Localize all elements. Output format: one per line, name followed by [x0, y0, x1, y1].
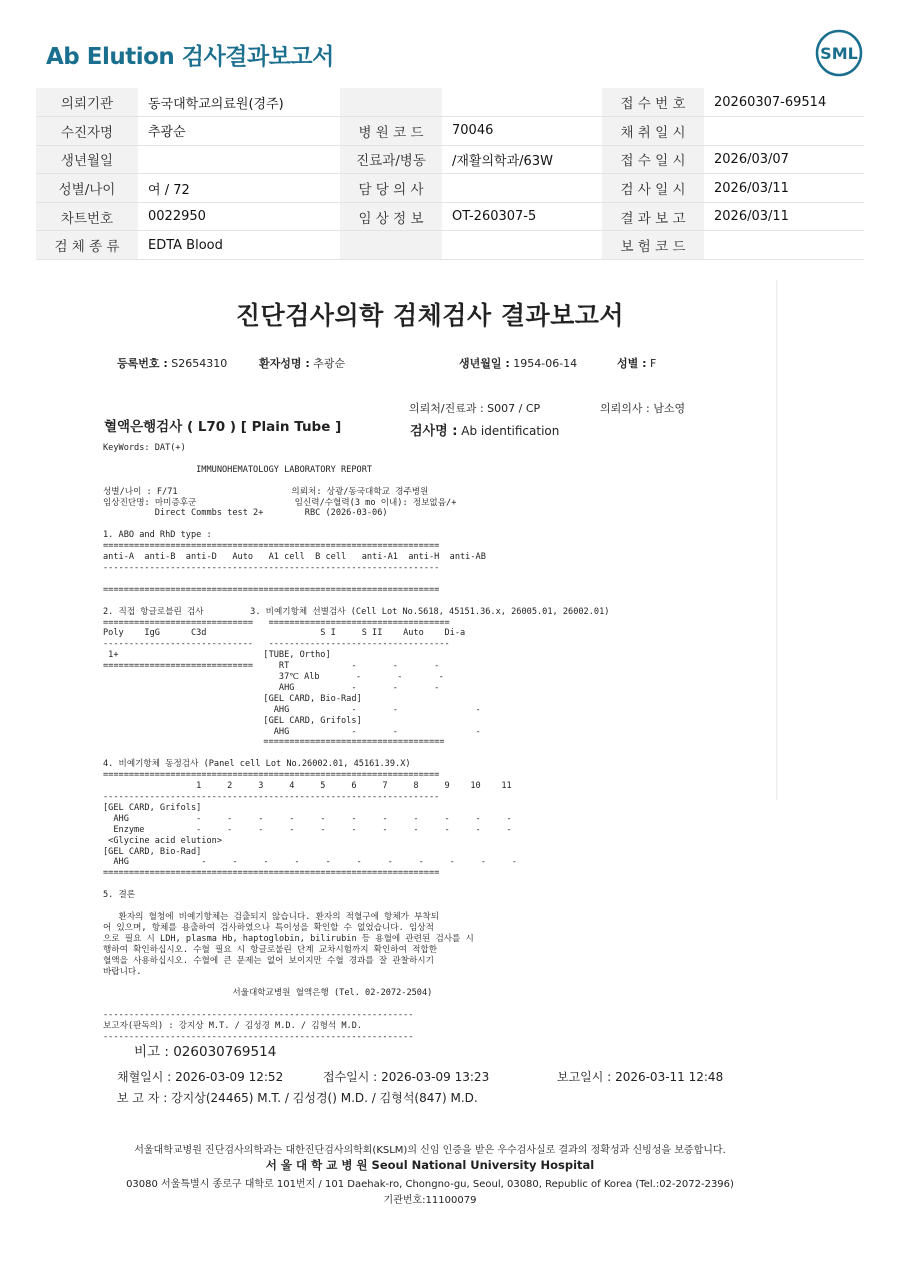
patient-name: 환자성명 : 추광순 — [259, 357, 346, 370]
sml-logo-icon — [814, 28, 864, 78]
lab-report-body: KeyWords: DAT(+) IMMUNOHEMATOLOGY LABORATORY REPORT 성별/나이 : F/71 의뢰처: 상광/동국대학교 경주병원 임상진단명: 마미증후군 임신력/수혈력(3 mo 이내): 정보없음/+ Direct Commbs test 2+ RBC (2026-03-06) 1. ABO and RhD type : ================================================================= anti-A anti-B anti-D Auto A1 cell B cell anti-A1 anti-H anti-AB ----------------------------------------------------------------- ================================================================= 2. 직접 항글로블린 검사 3. 비예기항체 선별검사 (Cell Lot No.S618, 45151.36.x, 26005.01, 26002.01) ============================= =================================== Poly IgG C3d S I S II Auto Di-a ----------------------------- ----------------------------------- 1+ [TUBE, Ortho] ============================= RT - - - 37℃ Alb - - - AHG - - - [GEL CARD, Bio-Rad] AHG - - - [GEL CARD, Grifols] AHG - - - =================================== 4. 비예기항체 동정검사 (Panel cell Lot No.26002.01, 45161.39.X) ================================================================= 1 2 3 4 5 6 7 8 9 10 11 ----------------------------------------------------------------- [GEL CARD, Grifols] AHG - - - - - - - - - - - Enzyme - - - - - - - - - - - <Glycine acid elution> [GEL CARD, Bio-Rad] AHG - - - - - - - - - - - ================================================================= 5. 결론 환자의 혈청에 비예기항체는 검출되지 않습니다. 환자의 적혈구에 항체가 부착되 어 있으며, 항체를 용출하여 검사하였으나 특이성을 확인할 수 없었습니다. 임상적 으로 필요 시 LDH, plasma Hb, haptoglobin, bilirubin 등 용혈에 관련된 검사를 시 행하여 확인하십시오. 수혈 필요 시 항글로불린 단계 교차시험까지 확인하여 적합한 혈액을 사용하십시오. 수혈에 큰 문제는 없어 보이지만 수혈 경과를 잘 관찰하시기 바랍니다. 서울대학교병원 혈액은행 (Tel. 02-2072-2504) ------------------------------------------------------------ 보고자(판독의) : 강지상 M.T. / 김성경 M.D. / 김형석 M.D. ------------------------------------------------------------ — [103, 443, 610, 1042]
info-value: 0022950 — [138, 202, 340, 231]
report-title-header: Ab Elution 검사결과보고서 — [46, 44, 334, 70]
info-label: 검 체 종 류 — [36, 231, 138, 260]
info-label: 채 취 일 시 — [602, 117, 704, 146]
info-label: 결 과 보 고 — [602, 202, 704, 231]
info-value — [442, 231, 602, 260]
info-value — [442, 88, 602, 117]
info-value: OT-260307-5 — [442, 202, 602, 231]
info-label: 임 상 정 보 — [340, 202, 442, 231]
info-value: 2026/03/11 — [704, 174, 864, 203]
info-value: 20260307-69514 — [704, 88, 864, 117]
info-value: EDTA Blood — [138, 231, 340, 260]
info-value: /재활의학과/63W — [442, 145, 602, 174]
collect-time: 채혈일시 : 2026-03-09 12:52 — [117, 1070, 284, 1084]
info-label: 의뢰기관 — [36, 88, 138, 117]
remark: 비고 : 026030769514 — [134, 1044, 277, 1060]
info-label — [340, 88, 442, 117]
hospital-address: 03080 서울특별시 종로구 대학로 101번지 / 101 Daehak-ro, Chongno-gu, Seoul, 03080, Republic of Korea (Tel.:02-2072-2396) — [126, 1179, 734, 1190]
receive-time: 접수일시 : 2026-03-09 13:23 — [323, 1070, 490, 1084]
report-time: 보고일시 : 2026-03-11 12:48 — [557, 1070, 724, 1084]
info-row — [36, 117, 864, 146]
info-label: 차트번호 — [36, 202, 138, 231]
info-row — [36, 231, 864, 260]
reg-no: 등록번호 : S2654310 — [117, 357, 228, 370]
exam-name: 검사명 : Ab identification — [410, 424, 560, 439]
logo-text: SML — [820, 44, 858, 63]
info-label: 수진자명 — [36, 117, 138, 146]
birth-date: 생년월일 : 1954-06-14 — [459, 357, 578, 370]
dept: 의뢰처/진료과 : S007 / CP — [409, 402, 541, 415]
info-label: 검 사 일 시 — [602, 174, 704, 203]
info-row — [36, 202, 864, 231]
info-label: 생년월일 — [36, 145, 138, 174]
info-label: 보 험 코 드 — [602, 231, 704, 260]
hospital-name: 서 울 대 학 교 병 원 Seoul National University Hospital — [265, 1158, 595, 1172]
info-value: 70046 — [442, 117, 602, 146]
info-label: 병 원 코 드 — [340, 117, 442, 146]
report-main-title: 진단검사의학 검체검사 결과보고서 — [235, 301, 625, 330]
certification-note: 서울대학교병원 진단검사의학과는 대한진단검사의학회(KSLM)의 신임 인증을 받은 우수검사실로 결과의 정확성과 신빙성을 보증합니다. — [134, 1145, 726, 1156]
info-value — [138, 145, 340, 174]
patient-info-table — [36, 88, 864, 260]
info-label: 담 당 의 사 — [340, 174, 442, 203]
test-category: 혈액은행검사 ( L70 ) [ Plain Tube ] — [104, 419, 342, 435]
info-value — [704, 231, 864, 260]
info-value: 동국대학교의료원(경주) — [138, 88, 340, 117]
reporter: 보 고 자 : 강지상(24465) M.T. / 김성경() M.D. / 김형석(847) M.D. — [117, 1091, 478, 1105]
institution-code: 기관번호:11100079 — [383, 1195, 477, 1206]
info-label — [340, 231, 442, 260]
info-row — [36, 174, 864, 203]
info-value — [704, 117, 864, 146]
requesting-doctor: 의뢰의사 : 남소영 — [600, 402, 686, 415]
info-label: 성별/나이 — [36, 174, 138, 203]
sex: 성별 : F — [617, 357, 657, 370]
report-edge — [776, 280, 778, 800]
info-value: 추광순 — [138, 117, 340, 146]
info-label: 접 수 일 시 — [602, 145, 704, 174]
info-value: 2026/03/07 — [704, 145, 864, 174]
info-row — [36, 88, 864, 117]
info-label: 접 수 번 호 — [602, 88, 704, 117]
info-value: 2026/03/11 — [704, 202, 864, 231]
info-value: 여 / 72 — [138, 174, 340, 203]
info-label: 진료과/병동 — [340, 145, 442, 174]
info-value — [442, 174, 602, 203]
info-row — [36, 145, 864, 174]
